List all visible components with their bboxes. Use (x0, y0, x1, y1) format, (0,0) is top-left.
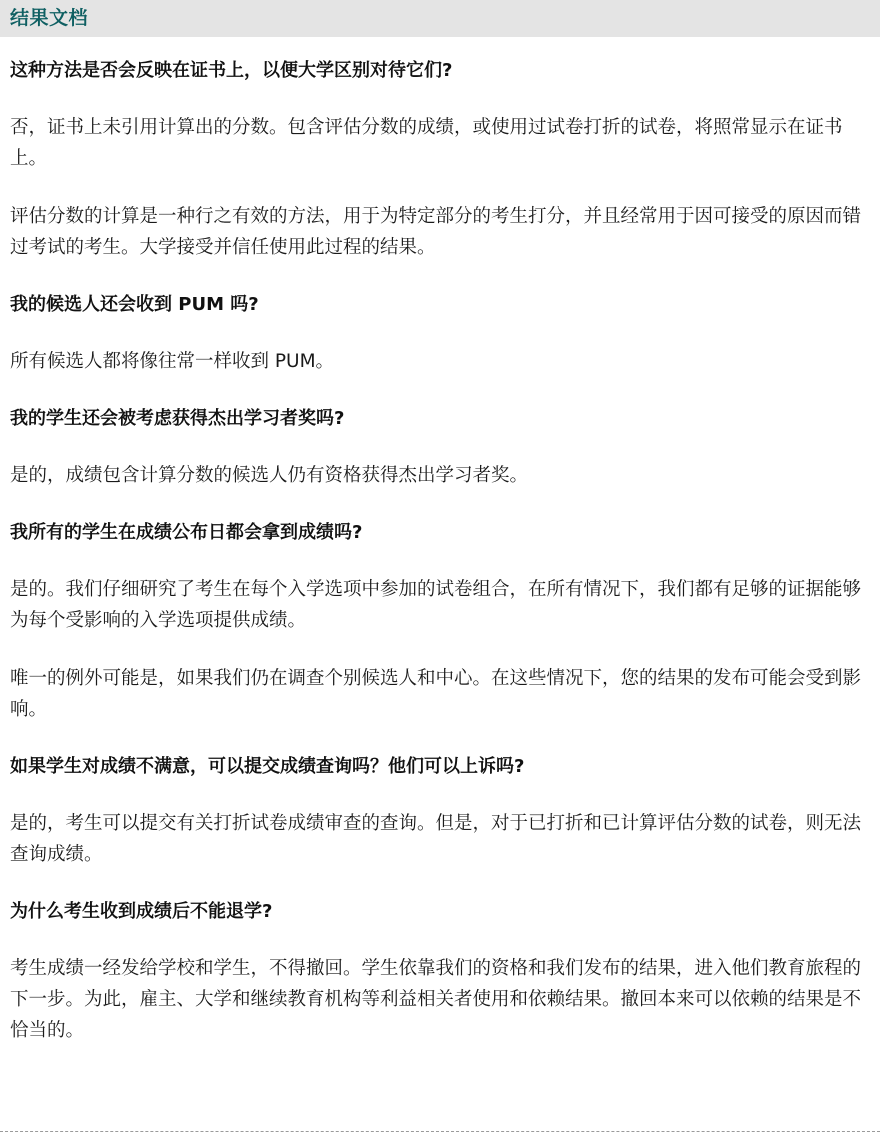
faq-content (10, 56, 870, 1073)
faq-item (10, 290, 870, 377)
faq-question: 如果学生对成绩不满意，可以提交成绩查询吗？他们可以上诉吗? (10, 756, 525, 777)
cropped-next-heading (10, 1139, 62, 1145)
faq-answer: 考生成绩一经发给学校和学生，不得撤回。学生依靠我们的资格和我们发布的结果，进入他们教育旅程的下一步。为此，雇主、大学和继续教育机构等利益相关者使用和依赖结果。撤回本来可以依赖的结果是不恰当的。 (10, 958, 862, 1041)
faq-item (10, 518, 870, 725)
section-header (0, 0, 880, 37)
faq-answer: 是的。我们仔细研究了考生在每个入学选项中参加的试卷组合，在所有情况下，我们都有足够的证据能够为每个受影响的入学选项提供成绩。 (10, 579, 862, 631)
faq-answer: 否，证书上未引用计算出的分数。包含评估分数的成绩，或使用过试卷打折的试卷，将照常显示在证书上。 (10, 117, 843, 169)
faq-question: 我的学生还会被考虑获得杰出学习者奖吗? (10, 408, 345, 429)
faq-item (10, 897, 870, 1046)
section-divider (0, 1131, 880, 1132)
faq-answer: 所有候选人都将像往常一样收到 PUM。 (10, 351, 335, 372)
faq-answer: 是的，考生可以提交有关打折试卷成绩审查的查询。但是，对于已打折和已计算评估分数的试卷，则无法查询成绩。 (10, 813, 862, 865)
faq-question: 我所有的学生在成绩公布日都会拿到成绩吗? (10, 522, 363, 543)
faq-answer: 唯一的例外可能是，如果我们仍在调查个别候选人和中心。在这些情况下，您的结果的发布可能会受到影响。 (10, 668, 862, 720)
faq-answer: 评估分数的计算是一种行之有效的方法，用于为特定部分的考生打分，并且经常用于因可接受的原因而错过考试的考生。大学接受并信任使用此过程的结果。 (10, 206, 862, 258)
faq-question: 这种方法是否会反映在证书上，以便大学区别对待它们? (10, 60, 453, 81)
faq-item (10, 404, 870, 491)
faq-question: 我的候选人还会收到 PUM 吗? (10, 294, 259, 315)
faq-item (10, 56, 870, 263)
section-title: 结果文档 (10, 7, 89, 29)
faq-answer: 是的，成绩包含计算分数的候选人仍有资格获得杰出学习者奖。 (10, 465, 529, 486)
faq-question: 为什么考生收到成绩后不能退学? (10, 901, 273, 922)
faq-item (10, 752, 870, 870)
